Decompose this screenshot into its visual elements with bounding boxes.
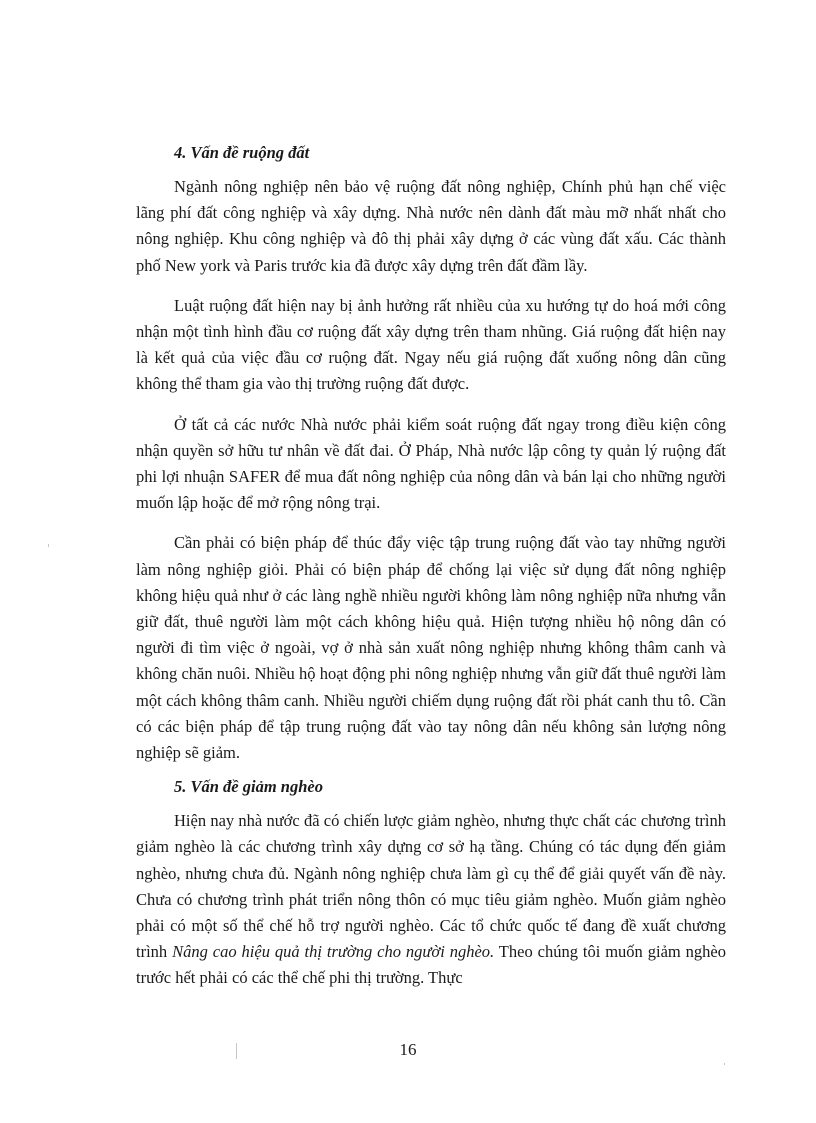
scan-speck [724, 1063, 725, 1065]
page-number: 16 [399, 1040, 417, 1059]
paragraph-text: Theo chúng tôi muốn giảm nghèo trước hết phải có các thể chế phi thị trường. Thực [136, 942, 726, 988]
scan-speck [236, 1043, 237, 1059]
paragraph: Ngành nông nghiệp nên bảo vệ ruộng đất nông nghiệp, Chính phủ hạn chế việc lãng phí đất công nghiệp và xây dựng. Nhà nước nên dành đất màu mỡ nhất nhất cho nông nghiệp. Khu công nghiệp và đô thị phải xây dựng ở các vùng đất xấu. Các thành phố New york và Paris trước kia đã được xây dựng trên đất đầm lầy. [136, 177, 726, 275]
program-name-italic: Nâng cao hiệu quả thị trường cho người nghèo. [172, 942, 495, 962]
section-heading-poverty: 5. Vấn đề giảm nghèo [174, 777, 323, 797]
paragraph: Luật ruộng đất hiện nay bị ảnh hưởng rất nhiều của xu hướng tự do hoá mới công nhận một tình hình đầu cơ ruộng đất xây dựng trên tham nhũng. Giá ruộng đất hiện nay là kết quả của việc đầu cơ ruộng đất. Ngay nếu giá ruộng đất xuống nông dân cũng không thể tham gia vào thị trường ruộng đất được. [136, 295, 726, 394]
scan-speck [48, 544, 49, 547]
paragraph: Cần phải có biện pháp để thúc đẩy việc tập trung ruộng đất vào tay những người làm nông nghiệp giỏi. Phải có biện pháp để chống lại việc sử dụng đất nông nghiệp không hiệu quả như ở các làng nghề nhiều người không làm nông nghiệp nữa nhưng vẫn giữ đất, thuê người làm một cách không hiệu quả. Hiện tượng nhiều hộ nông dân có người đi tìm việc ở ngoài, vợ ở nhà sản xuất nông nghiệp nhưng không thâm canh và không chăn nuôi. Nhiều hộ hoạt động phi nông nghiệp nhưng vẫn giữ đất thuê người làm một cách không thâm canh. Nhiều người chiếm dụng ruộng đất rồi phát canh thu tô. Cần có các biện pháp để tập trung ruộng đất vào tay nông dân nếu không sản lượng nông nghiệp sẽ giảm. [136, 533, 726, 763]
paragraph-text: Hiện nay nhà nước đã có chiến lược giảm nghèo, nhưng thực chất các chương trình giảm nghèo là các chương trình xây dựng cơ sở hạ tầng. Chúng có tác dụng đến giảm nghèo, nhưng chưa đủ. Ngành nông nghiệp chưa làm gì cụ thể để giải quyết vấn đề này. Chưa có chương trình phát triển nông thôn có mục tiêu giảm nghèo. Muốn giảm nghèo phải có một số thể chế hỗ trợ người nghèo. Các tổ chức quốc tế đang đề xuất chương trình [136, 811, 726, 962]
paragraph: Ở tất cả các nước Nhà nước phải kiểm soát ruộng đất ngay trong điều kiện công nhận quyền sở hữu tư nhân về đất đai. Ở Pháp, Nhà nước lập công ty quản lý ruộng đất phi lợi nhuận SAFER để mua đất nông nghiệp của nông dân và bán lại cho những người muốn lập hoặc để mở rộng nông trại. [136, 414, 726, 513]
section-heading-land-issue: 4. Vấn đề ruộng đất [174, 143, 310, 162]
paragraph-poverty [136, 808, 726, 991]
page-body [136, 138, 726, 992]
